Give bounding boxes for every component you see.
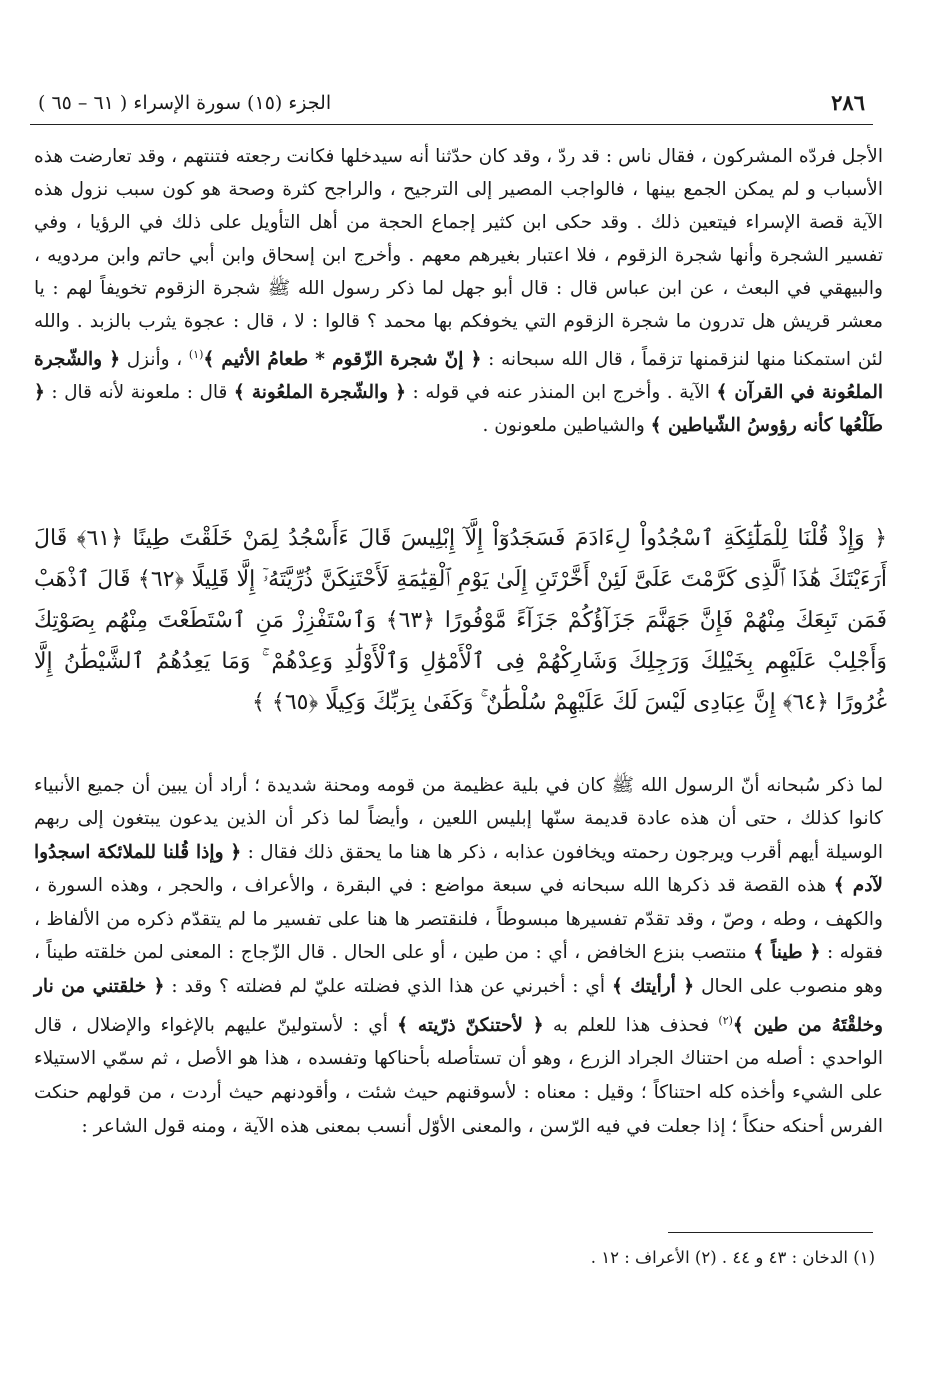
footnote-marker: (٢) <box>718 1013 733 1027</box>
verse-quote: ﴿ طَلْعُها كأنه رؤوسُ الشّياطين ﴾ <box>34 382 883 437</box>
quran-verses-block <box>34 518 887 723</box>
quran-text: ﴿ وَإِذْ قُلْنَا لِلْمَلَٰٓئِكَةِ ٱسْجُدُواْ لِءَادَمَ فَسَجَدُوٓاْ إِلَّآ إِبْلِيسَ قَالَ ءَأَسْجُدُ لِمَنْ خَلَقْتَ طِينًا ﴿٦١﴾ قَالَ أَرَءَيْتَكَ هَٰذَا ٱلَّذِى كَرَّمْتَ عَلَىَّ لَئِنْ أَخَّرْتَنِ إِلَىٰ يَوْمِ ٱلْقِيَٰمَةِ لَأَحْتَنِكَنَّ ذُرِّيَّتَهُۥٓ إِلَّا قَلِيلًا ﴿٦٢﴾ قَالَ ٱذْهَبْ فَمَن تَبِعَكَ مِنْهُمْ فَإِنَّ جَهَنَّمَ جَزَآؤُكُمْ جَزَآءً مَّوْفُورًا ﴿٦٣﴾ وَٱسْتَفْزِزْ مَنِ ٱسْتَطَعْتَ مِنْهُم بِصَوْتِكَ وَأَجْلِبْ عَلَيْهِم بِخَيْلِكَ وَرَجِلِكَ وَشَارِكْهُمْ فِى ٱلْأَمْوَٰلِ وَٱلْأَوْلَٰدِ وَعِدْهُمْ ۚ وَمَا يَعِدُهُمُ ٱلشَّيْطَٰنُ إِلَّا غُرُورًا ﴿٦٤﴾ إِنَّ عِبَادِى لَيْسَ لَكَ عَلَيْهِمْ سُلْطَٰنٌ ۚ وَكَفَىٰ بِرَبِّكَ وَكِيلًا ﴿٦٥﴾ ﴾ <box>34 526 888 715</box>
paragraph-text: أي : لأستولينّ عليهم بالإغواء والإضلال ، قال الواحدي : أصله من احتناك الجراد الزرع ، وهو أن تستأصله بأحناكها وتفسده ، هذا هو الأصل ، ثم سمّي الاستيلاء على الشيء وأخذه كله احتناكاً ؛ وقيل : معناه : لأسوقنهم حيث شئت ، وأقودنهم حيث أردت ، من قولهم حنكت الفرس أحنكه حنكاً ؛ إذا جعلت في فيه الرّسن ، والمعنى الأوّل أنسب بمعنى هذه الآية ، ومنه قول الشاعر : <box>34 1014 883 1137</box>
paragraph-text: فحذف هذا للعلم به <box>552 1014 710 1036</box>
paragraph-text: الأجل فردّه المشركون ، فقال ناس : قد ردّ ، وقد كان حدّثنا أنه سيدخلها فكانت رجعته فتنتهم ، وقد تعارضت هذه الأسباب و لم يمكن الجمع بينها ، فالواجب المصير إلى الترجيح ، والراجح كثرة وصحة هو كون سبب نزول هذه الآية قصة الإسراء فيتعين ذلك . وقد حكى ابن كثير إجماع الحجة من أهل التأويل على ذلك في الرؤيا ، وفي تفسير الشجرة وأنها شجرة الزقوم ، فلا اعتبار بغيرهم معهم . وأخرج ابن إسحاق وابن أبي حاتم وابن مردويه ، والبيهقي في البعث ، عن ابن عباس قال : قال أبو جهل لما ذكر رسول الله ﷺ شجرة الزقوم تخويفاً لهم : يا معشر قريش هل تدرون ما شجرة الزقوم التي يخوفكم بها محمد ؟ قالوا : لا ، قال : عجوة يثرب بالزبد . والله لئن استمكنا منها لنزقمنها تزقماً ، قال الله سبحانه : <box>34 146 883 371</box>
paragraph-text: منتصب بنزع الخافض ، أي : من طين ، أو على الحال . قال الزّجاج : المعنى لمن خلقته طيناً ، وهو منصوب على الحال <box>34 942 883 998</box>
paragraph-text: هذه القصة قد ذكرها الله سبحانه في سبعة مواضع : في البقرة ، والأعراف ، والحجر ، وهذه السورة ، والكهف ، وطه ، وصّ ، وقد تقدّم تفسيرها مبسوطاً ، فلنقتصر ها هنا على تفسير ما لم يتقدّم ذكره من الألفاظ ، فقوله : <box>34 875 883 964</box>
footnote-marker: (١) <box>188 348 204 361</box>
paragraph-text: الآية . وأخرج ابن المنذر عنه في قوله : <box>412 382 710 404</box>
tafsir-paragraph-2 <box>34 750 883 1162</box>
paragraph-text: قال : ملعونة لأنه قال : <box>51 382 228 404</box>
footnote-divider <box>668 1232 873 1233</box>
tafsir-paragraph-1 <box>34 140 883 442</box>
verse-quote: ﴿ إنّ شجرة الزّقوم * طعامُ الأثيم ﴾ <box>203 349 482 371</box>
page-header <box>30 88 873 125</box>
page-number: ٢٨٦ <box>831 90 865 115</box>
footnotes: (١) الدخان : ٤٣ و ٤٤ . (٢) الأعراف : ١٢ . <box>590 1248 875 1267</box>
verse-quote: ﴿ والشّجرة الملعُونة في القرآن ﴾ <box>34 349 883 404</box>
running-title: الجزء (١٥) سورة الإسراء ( ٦١ – ٦٥ ) <box>38 92 332 114</box>
paragraph-text: لما ذكر سُبحانه أنّ الرسول الله ﷺ كان في بلية عظيمة من قومه ومحنة شديدة ؛ أراد أن يبين أن جميع الأنبياء كانوا كذلك ، حتى أن هذه عادة قديمة سنّها إبليس اللعين ، وأيضاً لما ذكر أن الذين يدعون يبتغون إلى ربهم الوسيلة أيهم أقرب ويرجون رحمته ويخافون عذابه ، ذكر ها هنا ما يحقق ذلك فقال : <box>34 774 883 863</box>
verse-quote: ﴿ طيناً ﴾ <box>753 942 821 964</box>
paragraph-text: ، وأنزل <box>126 349 183 371</box>
paragraph-text: أي : أخبرني عن هذا الذي فضلته عليّ لم فضلته ؟ وقد : <box>171 976 606 998</box>
verse-quote: ﴿ خلقتني من نار وخلقْتَهُ من طين ﴾ <box>34 976 883 1036</box>
paragraph-text: والشياطين ملعونون . <box>482 415 645 437</box>
verse-quote: ﴿ أرأيتك ﴾ <box>611 976 695 998</box>
verse-quote: ﴿ والشّجرة الملعُونة ﴾ <box>233 382 407 404</box>
verse-quote: ﴿ وإذا قُلنا للملائكة اسجدُوا لآدم ﴾ <box>34 841 883 897</box>
verse-quote: ﴿ لأحتنكنّ ذرّيته ﴾ <box>397 1014 544 1036</box>
